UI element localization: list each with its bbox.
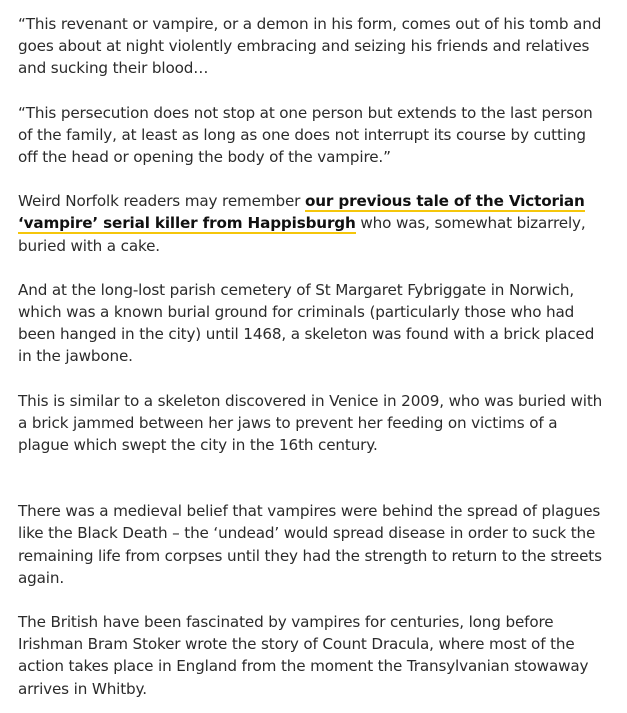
spacer-large bbox=[18, 456, 610, 500]
spacer bbox=[18, 257, 610, 279]
paragraph-previous-tale bbox=[18, 190, 610, 257]
paragraph-text-after-link: who was, somewhat bizarrely, buried with a cake. bbox=[18, 214, 586, 255]
paragraph-british-vampires: The British have been fascinated by vampires for centuries, long before Irishman Bram Stoker wrote the story of Count Dracula, where most of the action takes place in England from the moment the Transylvanian stowaway arrives in Whitby. bbox=[18, 613, 589, 698]
paragraph-plague-belief: There was a medieval belief that vampires were behind the spread of plagues like the Black Death – the ‘undead’ would spread disease in order to suck the remaining life from corpses until they had the strength to return to the streets again. bbox=[18, 502, 602, 587]
paragraph-fybriggate: And at the long-lost parish cemetery of St Margaret Fybriggate in Norwich, which was a known burial ground for criminals (particularly those who had been hanged in the city) until 1468, a skeleton was found with a brick placed in the jawbone. bbox=[18, 280, 595, 366]
spacer bbox=[18, 168, 610, 190]
previous-tale-link[interactable]: our previous tale of the Victorian ‘vampire’ serial killer from Happisburgh bbox=[18, 192, 585, 233]
paragraph-quote-1: “This revenant or vampire, or a demon in his form, comes out of his tomb and goes about at night violently embracing and seizing his friends and relatives and sucking their blood… bbox=[18, 15, 602, 78]
spacer bbox=[18, 368, 610, 390]
paragraph-text-before-link: Weird Norfolk readers may remember bbox=[18, 192, 305, 211]
spacer bbox=[18, 589, 610, 611]
paragraph-quote-2: “This persecution does not stop at one person but extends to the last person of the family, at least as long as one does not interrupt its course by cutting off the head or opening the body of the vampire.” bbox=[18, 103, 593, 167]
paragraph-venice: This is similar to a skeleton discovered in Venice in 2009, who was buried with a brick jammed between her jaws to prevent her feeding on victims of a plague which swept the city in the 16th century. bbox=[18, 391, 603, 455]
spacer bbox=[18, 80, 610, 102]
